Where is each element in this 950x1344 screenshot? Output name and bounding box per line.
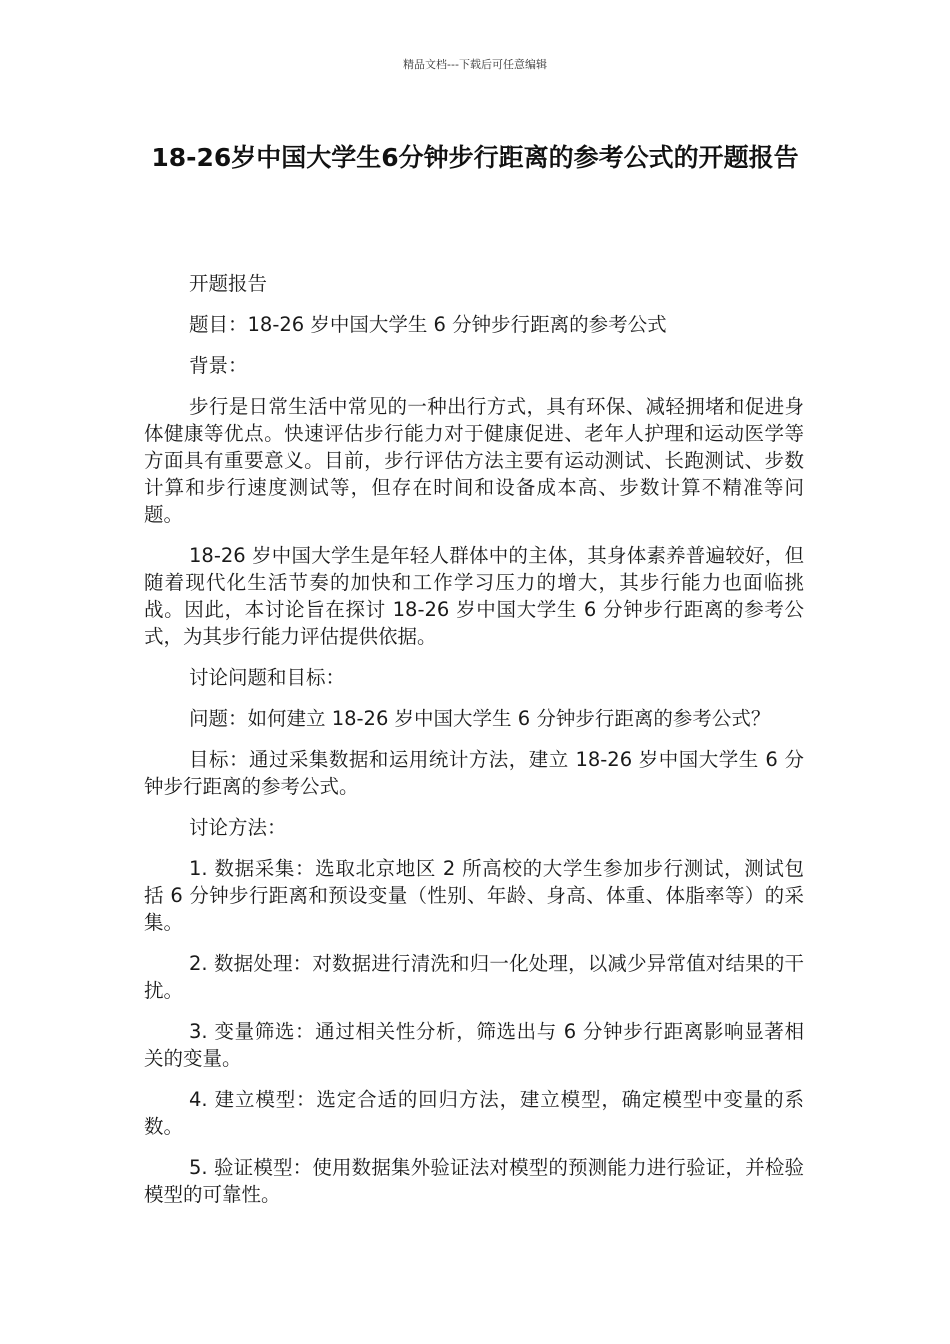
document-title: 18-26岁中国大学生6分钟步行距离的参考公式的开题报告	[151, 143, 799, 172]
paragraph-method-5: 5. 验证模型：使用数据集外验证法对模型的预测能力进行验证，并检验模型的可靠性。	[144, 1156, 804, 1206]
paragraph-method-3: 3. 变量筛选：通过相关性分析，筛选出与 6 分钟步行距离影响显著相关的变量。	[144, 1020, 804, 1070]
paragraph-method-1: 1. 数据采集：选取北京地区 2 所高校的大学生参加步行测试，测试包括 6 分钟步行距离和预设变量（性别、年龄、身高、体重、体脂率等）的采集。	[144, 857, 804, 934]
paragraph-method-2: 2. 数据处理：对数据进行清洗和归一化处理，以减少异常值对结果的干扰。	[144, 952, 804, 1002]
paragraph-method-4: 4. 建立模型：选定合适的回归方法，建立模型，确定模型中变量的系数。	[144, 1088, 804, 1138]
paragraph-topic: 题目：18-26 岁中国大学生 6 分钟步行距离的参考公式	[189, 313, 667, 336]
paragraph-background-heading: 背景：	[189, 354, 248, 377]
paragraph-background-2: 18-26 岁中国大学生是年轻人群体中的主体，其身体素养普遍较好，但随着现代化生活节奏的加快和工作学习压力的增大，其步行能力也面临挑战。因此，本讨论旨在探讨 18-26 岁中国大学生 6 分钟步行距离的参考公式，为其步行能力评估提供依据。	[144, 544, 804, 648]
paragraph-methods-heading: 讨论方法：	[189, 816, 287, 839]
paragraph-report-label: 开题报告	[189, 272, 268, 295]
paragraph-goal: 目标：通过采集数据和运用统计方法，建立 18-26 岁中国大学生 6 分钟步行距离的参考公式。	[144, 748, 804, 798]
paragraph-questions-heading: 讨论问题和目标：	[189, 666, 346, 689]
paragraph-question: 问题：如何建立 18-26 岁中国大学生 6 分钟步行距离的参考公式？	[189, 707, 771, 730]
header-note: 精品文档---下载后可任意编辑	[403, 58, 547, 71]
document-body	[144, 270, 804, 1222]
paragraph-background-1: 步行是日常生活中常见的一种出行方式，具有环保、减轻拥堵和促进身体健康等优点。快速评估步行能力对于健康促进、老年人护理和运动医学等方面具有重要意义。目前，步行评估方法主要有运动测试、长跑测试、步数计算和步行速度测试等，但存在时间和设备成本高、步数计算不精准等问题。	[144, 395, 804, 526]
